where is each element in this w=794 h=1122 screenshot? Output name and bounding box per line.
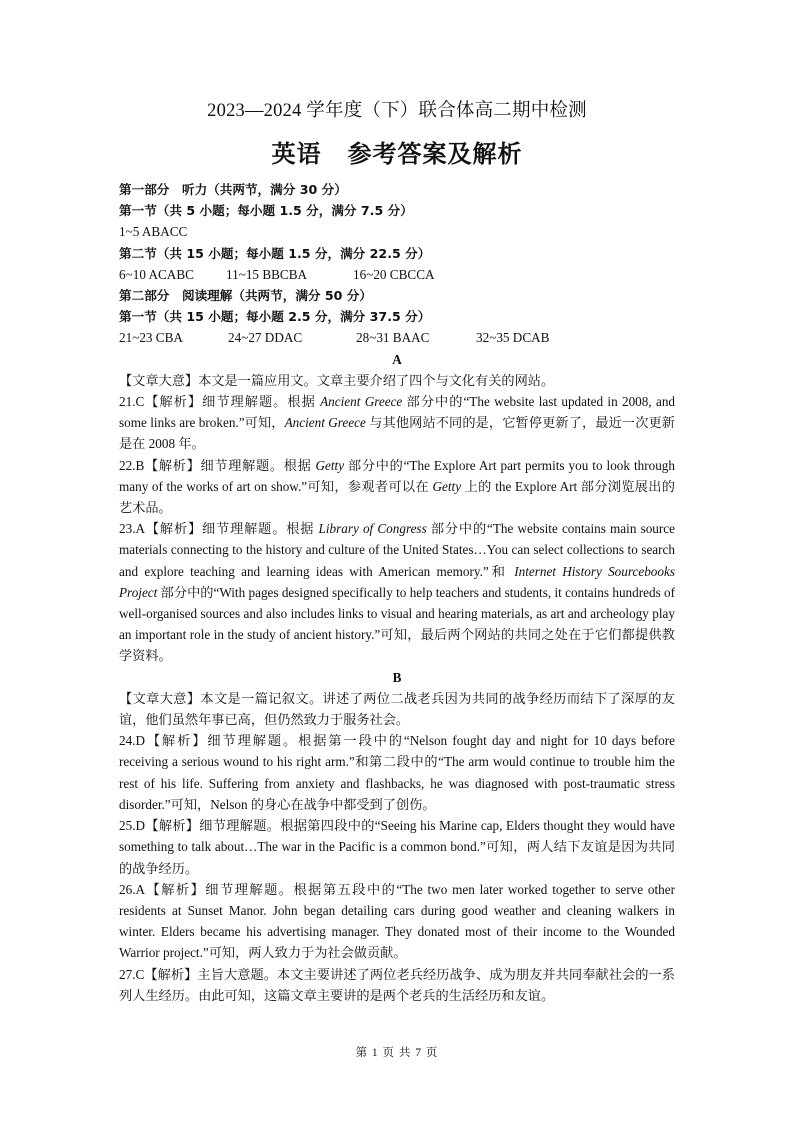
explanation-q25: 25.D【解析】细节理解题。根据第四段中的“Seeing his Marine cap, Elders thought they would have something to talk about…The war in the Pacific is a common bond.”可知，两人结下友谊是因为共同的战争经历。 [119, 818, 675, 876]
answer-group: 1~5 ABACC [119, 224, 188, 240]
answer-key-label: 参考答案及解析 [347, 140, 523, 168]
explanation-q27: 27.C【解析】主旨大意题。本文主要讲述了两位老兵经历战争、成为朋友并共同奉献社会的一系列人生经历。由此可知，这篇文章主要讲的是两个老兵的生活经历和友谊。 [119, 966, 675, 1003]
part2-section1-heading: 第一节（共 15 小题；每小题 2.5 分，满分 37.5 分） [119, 309, 431, 325]
part1-heading: 第一部分 听力（共两节，满分 30 分） [119, 182, 347, 197]
explanation-q22: 22.B【解析】细节理解题。根据 Getty 部分中的“The Explore Art part permits you to look through many of the works of art on show.”可知，参观者可以在 Getty 上的 the Explore Art 部分浏览展出的艺术品。 [119, 457, 675, 516]
part1-section1-answers [119, 221, 675, 242]
passage-b-label: B [392, 669, 402, 685]
document-title: 2023—2024 学年度（下）联合体高二期中检测 [207, 101, 587, 121]
answer-group: 21~23 CBA [119, 330, 183, 346]
passage-b-summary: 【文章大意】本文是一篇记叙文。讲述了两位二战老兵因为共同的战争经历而结下了深厚的友谊，他们虽然年事已高，但仍然致力于服务社会。 [119, 690, 675, 728]
explanation-q21: 21.C【解析】细节理解题。根据 Ancient Greece 部分中的“The website last updated in 2008, and some links are broken.”可知，Ancient Greece 与其他网站不同的是，它暂停更新了，最近一次更新是在 2008 年。 [119, 394, 676, 452]
part1-section2-answers [119, 264, 675, 285]
page-number: 第 1 页 共 7 页 [355, 1047, 439, 1059]
part2-section1-answers [119, 327, 675, 348]
part1-section1-heading: 第一节（共 5 小题；每小题 1.5 分，满分 7.5 分） [119, 203, 413, 219]
answer-content [119, 179, 675, 1006]
passage-a-label: A [392, 351, 402, 367]
explanation-q23: 23.A【解析】细节理解题。根据 Library of Congress 部分中的“The website contains main source materials connecting to the history and culture of the United States…You can select collections to search and explore teaching and learning ideas with American memory.”和 Internet History Sourcebooks Project 部分中的“With pages designed specifically to help teachers and students, it contains hundreds of well-organised sources and also includes links to visual and hearing materials, as art and archeology play an important role in the study of ancient history.”可知，最后两个网站的共同之处在于它们都提供教学资料。 [119, 521, 675, 664]
answer-group: 16~20 CBCCA [353, 266, 435, 282]
passage-a-summary: 【文章大意】本文是一篇应用文。文章主要介绍了四个与文化有关的网站。 [119, 372, 555, 388]
answer-group: 6~10 ACABC [119, 266, 194, 282]
explanation-q24: 24.D【解析】细节理解题。根据第一段中的“Nelson fought day and night for 10 days before receiving a serious wound to his right arm.”和第二段中的“The arm would continue to trouble him the rest of his life. Suffering from anxiety and flashbacks, he was diagnosed with post-traumatic stress disorder.”可知，Nelson 的身心在战争中都受到了创伤。 [119, 733, 675, 812]
answer-group: 11~15 BBCBA [226, 266, 308, 282]
subject-label: 英语 [271, 140, 322, 168]
explanation-q26: 26.A【解析】细节理解题。根据第五段中的“The two men later worked together to serve other residents at Sunset Manor. John began detailing cars during good weather and cleaning walkers in winter. Elders became his advertising manager. They donated most of their income to the Wounded Warrior project.”可知，两人致力于为社会做贡献。 [119, 881, 675, 961]
document-subtitle [0, 134, 794, 169]
answer-group: 28~31 BAAC [356, 330, 430, 346]
answer-group: 24~27 DDAC [228, 330, 303, 346]
part2-heading: 第二部分 阅读理解（共两节，满分 50 分） [119, 288, 372, 304]
part1-section2-heading: 第二节（共 15 小题；每小题 1.5 分，满分 22.5 分） [119, 245, 431, 261]
answer-group: 32~35 DCAB [476, 330, 550, 346]
